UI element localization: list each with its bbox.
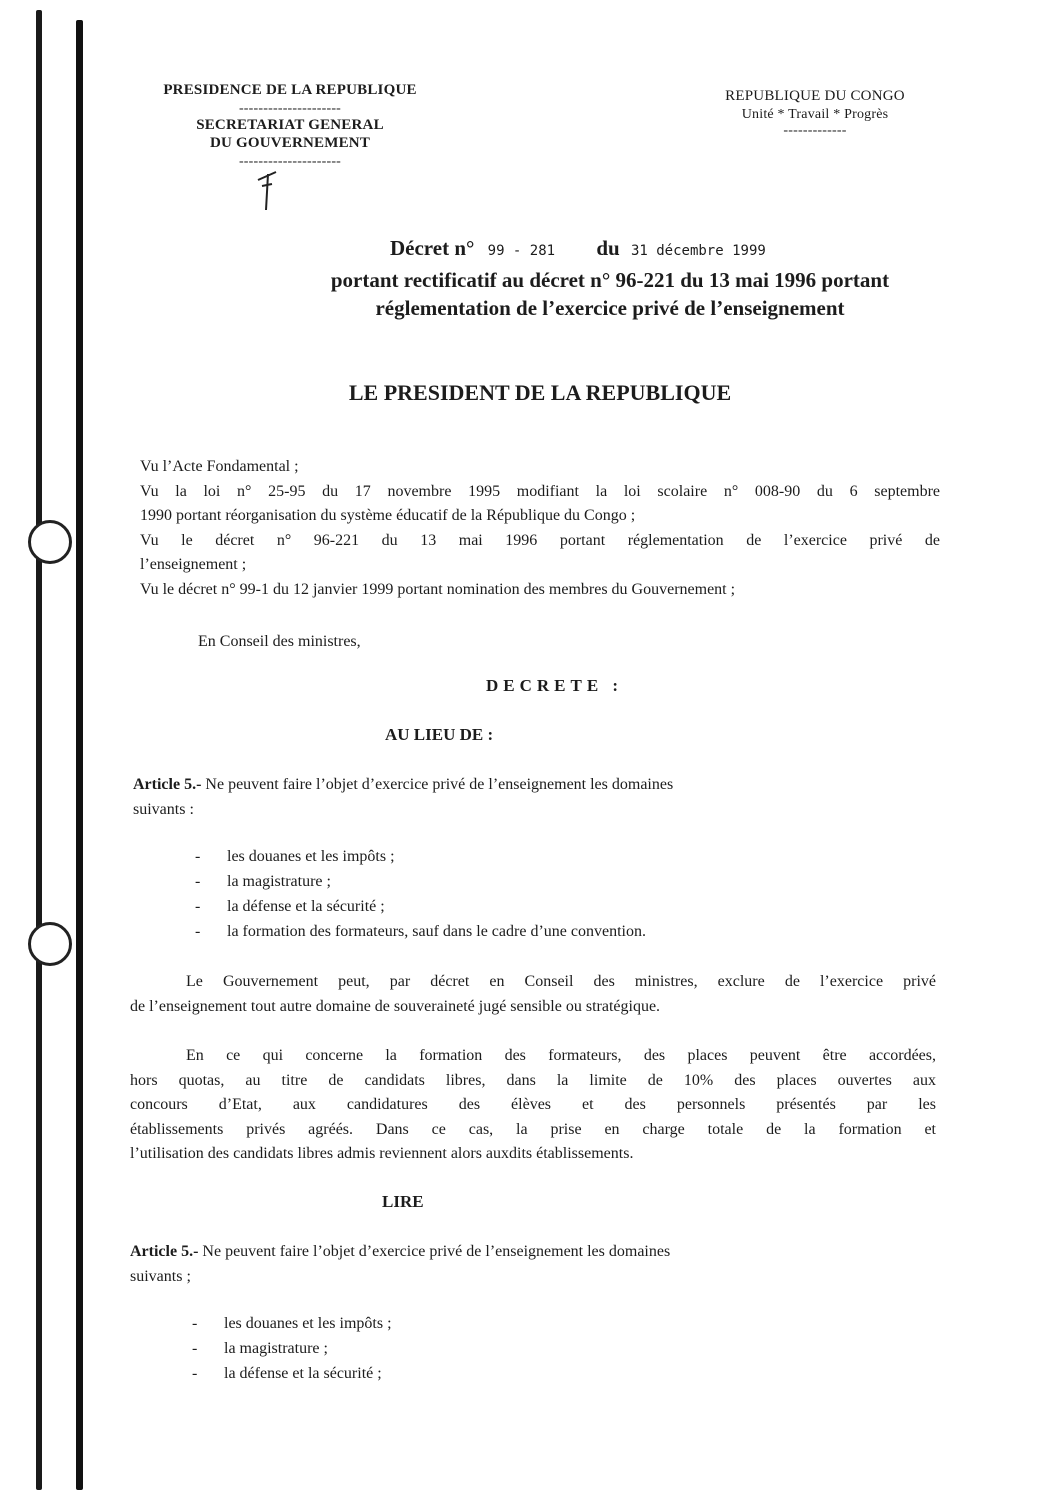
list-item: - la formation des formateurs, sauf dans le cadre d’une convention. (195, 923, 646, 940)
visa-line: 1990 portant réorganisation du système éducatif de la République du Congo ; (140, 507, 636, 524)
binder-ring (28, 922, 72, 966)
header-separator: ------------- (783, 123, 847, 138)
visa-line: Vu l’Acte Fondamental ; (140, 458, 299, 475)
article-original-list (195, 844, 895, 944)
decret-title-line1 (390, 236, 766, 261)
lire-heading: LIRE (382, 1192, 424, 1211)
header-secretariat: SECRETARIAT GENERAL (196, 117, 384, 133)
binder-edge (36, 0, 82, 1497)
conseil-line: En Conseil des ministres, (198, 633, 361, 650)
list-item: - la défense et la sécurité ; (195, 898, 385, 915)
list-item: - les douanes et les impôts ; (195, 848, 395, 865)
visa-line: l’enseignement ; (140, 556, 247, 573)
header-republique: REPUBLIQUE DU CONGO (725, 88, 905, 104)
article-label: Article 5.- (130, 1243, 199, 1260)
header-right (690, 88, 940, 139)
article-text: suivants : (133, 800, 194, 818)
article-text: suivants ; (130, 1267, 191, 1285)
header-separator: --------------------- (238, 101, 342, 116)
visa-line: Vu le décret n° 96-221 du 13 mai 1996 portant réglementation de l’exercice privé de (140, 531, 940, 549)
decret-date: 31 décembre 1999 (630, 243, 766, 259)
article-label: Article 5.- (133, 776, 202, 793)
list-item: - les douanes et les impôts ; (192, 1315, 392, 1332)
binder-ring (28, 520, 72, 564)
header-presidence: PRESIDENCE DE LA REPUBLIQUE (163, 82, 417, 98)
visa-line: Vu la loi n° 25-95 du 17 novembre 1995 modifiant la loi scolaire n° 008-90 du 6 septembre (140, 482, 940, 500)
decret-number: 99 - 281 (487, 243, 556, 259)
header-left (130, 82, 450, 170)
visa-line: Vu le décret n° 99-1 du 12 janvier 1999 portant nomination des membres du Gouvernement ; (140, 580, 736, 598)
article-text: Ne peuvent faire l’objet d’exercice privé de l’enseignement les domaines (202, 1243, 671, 1260)
au-lieu-de-heading: AU LIEU DE : (385, 725, 494, 744)
header-separator: --------------------- (238, 154, 342, 169)
binder-bar (76, 20, 83, 1490)
decret-title-line2: portant rectificatif au décret n° 96-221 du 13 mai 1996 portant (330, 268, 890, 292)
header-motto: Unité * Travail * Progrès (741, 107, 889, 122)
decret-du: du (596, 236, 620, 260)
list-item: - la magistrature ; (192, 1340, 328, 1357)
handwritten-mark (252, 166, 282, 212)
visas (140, 455, 940, 602)
article-original (133, 773, 893, 822)
list-item: - la magistrature ; (195, 873, 331, 890)
decret-title-line3: réglementation de l’exercice privé de l’enseignement (375, 296, 845, 320)
list-item: - la défense et la sécurité ; (192, 1365, 382, 1382)
article-corrected (130, 1240, 890, 1289)
article-paragraph-1: Le Gouvernement peut, par décret en Conseil des ministres, exclure de l’exercice privé de l’enseignement tout autre domaine de souveraineté jugé sensible ou stratégique. (130, 973, 936, 1015)
decrete-heading: DECRETE : (486, 676, 624, 695)
article-paragraph-2: En ce qui concerne la formation des formateurs, des places peuvent être accordées, hors quotas, au titre de candidats libres, dans la limite de 10% des places ouvertes aux concours d’Etat, aux candidatures des élèves et des personnels présentés par les établissements privés agréés. Dans ce cas, la prise en charge totale de la formation et l’utilisation des candidats libres admis reviennent alors auxdits établissements. (130, 1047, 936, 1162)
decret-label: Décret n° (390, 236, 475, 260)
binder-bar (36, 10, 42, 1490)
header-gouvernement: DU GOUVERNEMENT (209, 135, 371, 151)
article-corrected-list (192, 1311, 892, 1386)
article-text: Ne peuvent faire l’objet d’exercice privé de l’enseignement les domaines (205, 776, 674, 793)
president-heading: LE PRESIDENT DE LA REPUBLIQUE (348, 380, 732, 405)
